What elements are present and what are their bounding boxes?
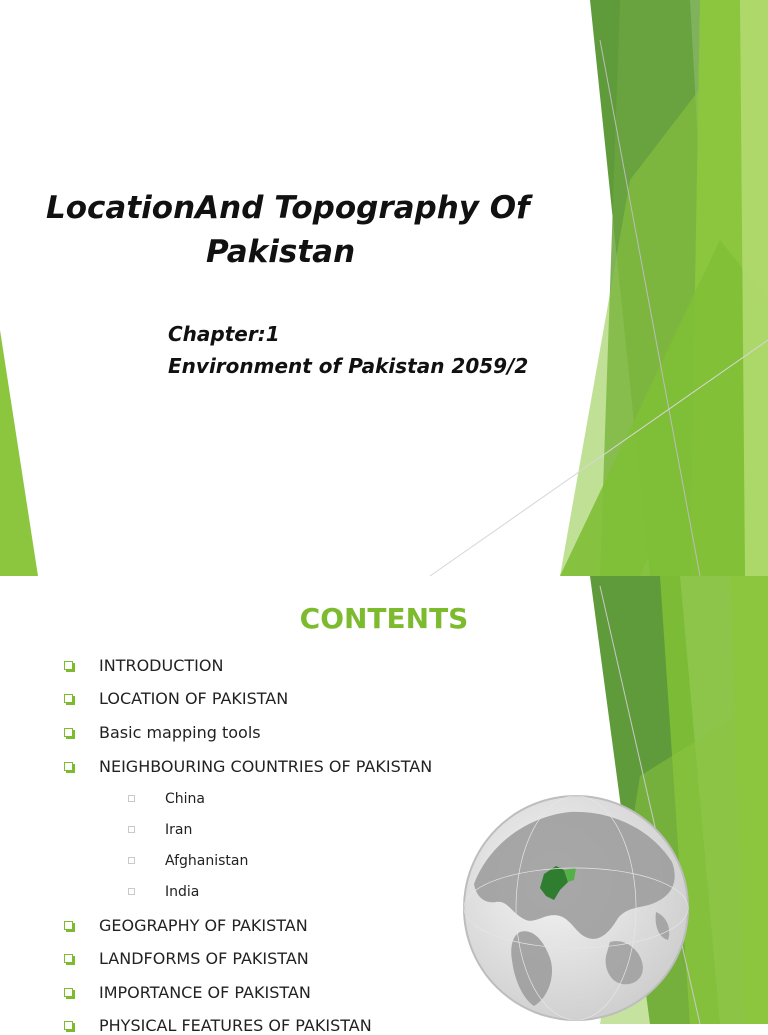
square-bullet-icon [64, 694, 73, 703]
sub-list-item-label: China [165, 791, 205, 807]
small-square-icon [128, 795, 135, 802]
small-square-icon [128, 888, 135, 895]
list-item [64, 689, 288, 708]
square-bullet-icon [64, 988, 73, 997]
square-bullet-icon [64, 661, 73, 670]
globe-pakistan-icon [460, 792, 692, 1024]
list-item-label: IMPORTANCE OF PAKISTAN [99, 983, 311, 1002]
contents-slide [0, 576, 768, 1035]
list-item [64, 949, 309, 968]
sub-list-item [128, 884, 199, 900]
list-item-label: INTRODUCTION [99, 656, 224, 675]
square-bullet-icon [64, 762, 73, 771]
square-bullet-icon [64, 921, 73, 930]
title-line-1: LocationAnd Topography Of [46, 190, 530, 226]
list-item-label: NEIGHBOURING COUNTRIES OF PAKISTAN [99, 757, 433, 776]
subtitle-course: Environment of Pakistan 2059/2 [168, 354, 529, 378]
list-item [64, 1016, 372, 1035]
list-item-label: LOCATION OF PAKISTAN [99, 689, 289, 708]
list-item [64, 757, 432, 776]
list-item [64, 656, 223, 675]
sub-list-item [128, 791, 205, 807]
list-item [64, 916, 308, 935]
list-item [64, 983, 311, 1002]
sub-list-item-label: India [165, 884, 200, 900]
list-item-label: Basic mapping tools [99, 723, 261, 742]
list-item-label: PHYSICAL FEATURES OF PAKISTAN [99, 1016, 372, 1035]
square-bullet-icon [64, 728, 73, 737]
list-item-label: LANDFORMS OF PAKISTAN [99, 949, 309, 968]
contents-heading: CONTENTS [299, 602, 469, 635]
sub-list-item [128, 822, 192, 838]
small-square-icon [128, 826, 135, 833]
sub-list-item-label: Iran [165, 822, 193, 838]
title-line-2: Pakistan [206, 234, 356, 270]
sub-list-item [128, 853, 248, 869]
slide-subtitle [168, 318, 528, 382]
square-bullet-icon [64, 1021, 73, 1030]
small-square-icon [128, 857, 135, 864]
subtitle-chapter: Chapter:1 [168, 322, 280, 346]
list-item-label: GEOGRAPHY OF PAKISTAN [99, 916, 308, 935]
list-item [64, 723, 261, 742]
square-bullet-icon [64, 954, 73, 963]
sub-list-item-label: Afghanistan [165, 853, 249, 869]
left-triangle-shape [0, 330, 38, 576]
